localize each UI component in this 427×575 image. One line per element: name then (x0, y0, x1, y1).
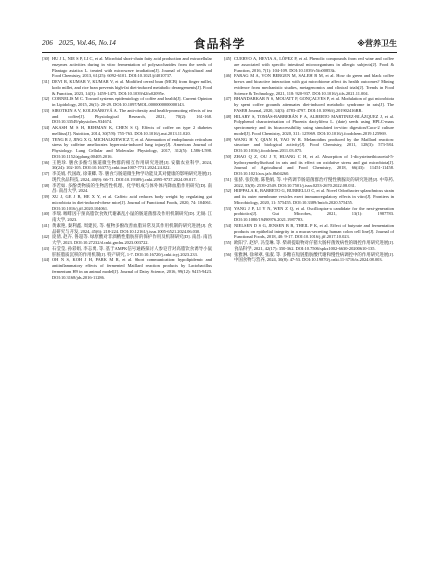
reference-text: 庞倩, 赵卉, 鲁超等. 绿原酸对非酒精性脂肪肝的保护作用及机制研究[D]. 南昌: 南昌大学, 2023. DOI:10.27232/d.cnki.gnchu.2023.003722. (52, 234, 212, 245)
reference-item (224, 137, 394, 154)
reference-number: [39] (42, 194, 50, 199)
reference-text: OH N S, KOH J H, PARK M R, et al. Short communication: hypolipidemic and antiinflammatory effects of fermented Maillard reaction products by Lactobacillus fermentum H9 in an animal model[J]. Journal of Dairy Science, 2016, 99(12): 9415-9423. DOI:10.3168/jds.2016-11286. (52, 257, 212, 280)
reference-text: 张雅淋, 徐翠翠, 张淑, 等. 多糖在短链脂肪酸代谢和慢性病调控中的作用研究进展[J]. 中国食物与营养, 2024, 30(8): 47-53. DOI:10.19870/j.cnki.11-3716/ts.2024.08.003. (234, 251, 394, 263)
page-number: 206 (42, 39, 53, 47)
reference-number: [44] (42, 257, 50, 263)
reference-number: [51] (224, 176, 232, 182)
reference-number: [56] (224, 251, 232, 257)
reference-number: [45] (224, 56, 232, 61)
references-right-column (224, 56, 394, 263)
reference-number: [50] (224, 153, 232, 159)
reference-number: [30] (42, 56, 50, 61)
reference-text: 石莹莹, 孙彩娟, 李志勇, 等. 基于AMPK信号通路探讨人参皂苷对高脂饮食诱导小鼠肝脏脂质沉积的作用机制[J]. 特产研究, 1-7. DOI:10.16720/j.cnki.tcyj.2023.233. (52, 245, 212, 257)
reference-number: [37] (42, 171, 50, 176)
reference-text: BHANDARKAR N S, MOUATT P, GONÇALVES P, et al. Modulation of gut microbiota by spent coffee grounds attenuates diet-induced metabolic syndrome in rats[J]. The FASEB Journal, 2020, 34(3): 4783-4797. DOI:10.1096/fj.201902416RR. (234, 96, 394, 113)
reference-item (42, 211, 212, 223)
reference-text: NIELSEN D S G, JENSEN B B, THEIL P K, et al. Effect of butyrate and fermentation products on epithelial integrity in a mucus-secreting human colon cell line[J]. Journal of Functional Foods, 2018, 40: 9-17. DOI:10.1016/j.jff.2017.10.023. (234, 222, 394, 240)
reference-number: [35] (42, 136, 50, 142)
reference-item (42, 183, 212, 195)
reference-text: DEVI R, KUMAR V, KUMAR V, et al. Modified cereal bran (MCB) from finger millet, kodo millet, and rice bran prevents high-fat diet-induced metabolic derangements[J]. Food & Function, 2023, 14(3): 1459-1475. DOI:10.1039/d2fo02095e. (52, 79, 212, 96)
reference-text: 李瑞. 咖啡因干预高脂饮食致代谢紊乱小鼠的肠道菌群及作用机制研究[D]. 无锡: 江南大学, 2023. (52, 211, 212, 222)
header-divider (42, 52, 397, 53)
reference-item (42, 108, 212, 125)
reference-item (42, 246, 212, 258)
reference-item (42, 223, 212, 235)
reference-item (224, 73, 394, 96)
reference-text: 王艳珍. 膳食多酚与肠道微生物群的相互作用研究进展[J]. 安徽农业科学, 2024, 30(24): 102-105. DOI:10.16377/j.cnki.issn1007-7731.2024.24.022. (52, 159, 212, 171)
header-left (42, 39, 116, 47)
reference-item (42, 160, 212, 172)
reference-item (224, 206, 394, 223)
reference-text: 张骄, 张钦俊, 陈艳娟, 等. 中药调节肠道菌群治疗慢性胰腺炎的研究进展[J]. 中草药, 2022, 53(8): 2539-2549. DOI:10.7501/j.issn.0253-2670.2022.08.031. (234, 176, 394, 188)
reference-text: 欧阳宁, 赵炉, 冯莹琳, 等. 柴胡提取物对仔猪大肠杆菌致病性的调控作用研究进展[J]. 食品科学, 2021, 42(17): 350-362. DOI:10.7506/spkx1002-6630-20200610-135. (234, 240, 394, 251)
reference-item (42, 257, 212, 280)
reference-text: HU J L, NIE S P, LI C, et al. Microbial short-chain fatty acid production and extracellular enzymes activities during in vitro fermentation of polysaccharides from the seeds of Plantago asiatica L. treated with microwave irradiation[J]. Journal of Agricultural and Food Chemistry, 2013, 61(25): 6092-6101. DOI:10.1021/jf4010737. (52, 56, 212, 79)
reference-item (224, 114, 394, 137)
reference-text: XU J, GE J B, HE X Y, et al. Caffeic acid reduces body weight by regulating gut microbiota in diet-induced-obese mice[J]. Journal of Functional Foods, 2020, 74: 104061. DOI:10.1016/j.jff.2020.104061. (52, 194, 212, 211)
reference-item (224, 188, 394, 205)
reference-text: SIROTKIN A V, KOLESÁROVÁ A. The anti-obesity and health-promoting effects of tea and coffee[J]. Physiological Research, 2021, 70(2): 161-168. DOI:10.33549/physiolres.934674. (52, 107, 212, 125)
reference-number: [47] (224, 96, 232, 102)
reference-text: 李若如. 多酚类物质的生物活性机理、化学组成与体外体内降血脂作用研究[D]. 南昌: 南昌大学, 2024. (52, 182, 212, 194)
reference-number: [42] (42, 234, 50, 240)
reference-number: [33] (42, 107, 50, 113)
reference-item (224, 96, 394, 113)
reference-text: YANG J P, LI Y N, WEN Z Q, et al. Oscillospira-a candidate for the next-generation probiotics[J]. Gut Microbes, 2021, 13(1): 1987783. DOI:10.1080/19490976.2021.1987783. (234, 205, 394, 222)
reference-text: AKASH M S H, REHMAN K, CHEN S Q. Effects of coffee on type 2 diabetes mellitus[J]. Nutrition, 2014, 30(7/8): 755-763. DOI:10.1016/j.nut.2013.11.020. (52, 125, 212, 136)
reference-item (42, 125, 212, 137)
reference-text: TENG R J, JING X G, MICHALKIEWICZ T, et al. Attenuation of endoplasmic reticulum stress by caffeine ameliorates hyperoxia-induced lung injury[J]. American Journal of Physiology. Lung Cellular and Molecular Physiology, 2017, 312(5): L586-L598. DOI:10.1152/ajplung.00405.2016. (52, 136, 212, 159)
reference-text: 李美娟, 代国政, 徐秉卿, 等. 膳食与肠道微生物学功能及其对健康的影响研究进展[J]. 现代食品科技, 2024, 40(9): 66-71. DOI:10.19389/j.cnki.2095-9737.2024.09.017. (52, 171, 212, 182)
reference-number: [32] (42, 96, 50, 102)
reference-item (42, 56, 212, 79)
reference-number: [38] (42, 182, 50, 188)
reference-item (42, 96, 212, 108)
reference-item (42, 79, 212, 96)
references-left-column (42, 56, 212, 280)
journal-logo: 食品科学 (193, 37, 246, 51)
reference-number: [41] (42, 222, 50, 228)
reference-text: HILARY S, TOMÁS-BARBERÁN F A, ALBERTO MARTINEZ-BLÁZQUEZ J, et al. Polyphenol characterisation of Phoenix dactylifera L. (date) seeds using HPLC-mass spectrometry and its bioaccessibility using simulated in-vitro digestion/Caco-2 culture model[J]. Food Chemistry, 2020, 311: 125969. DOI:10.1016/j.foodchem.2019.125969. (234, 113, 394, 136)
reference-number: [48] (224, 113, 232, 119)
running-header (42, 36, 397, 50)
reference-number: [34] (42, 125, 50, 130)
section-label: ※营养卫生 (357, 38, 397, 48)
reference-item (42, 171, 212, 183)
reference-item (42, 234, 212, 246)
reference-text: FARAG M A, VON BERGEN M, SALEH B M, et al. How do green and black coffee brews and bioactive interaction with gut microbiome affect its health outcomes? Mining evidence from mechanistic studies, metagenomics and clinical trials[J]. Trends in Food Science & Technology, 2021, 118: 920-937. DOI:10.1016/j.tifs.2021.11.004. (234, 73, 394, 96)
reference-number: [36] (42, 159, 50, 165)
reference-item (224, 56, 394, 73)
reference-number: [54] (224, 222, 232, 228)
reference-number: [43] (42, 245, 50, 251)
reference-text: CORNELIS M C. Toward systems epidemiology of coffee and health[J]. Current Opinion in Lipidology, 2015, 26(1): 20-29. DOI:10.1097/MOL.0000000000000143. (52, 96, 212, 107)
reference-item (42, 137, 212, 160)
reference-item (224, 223, 394, 240)
volume-info: 2025, Vol.46, No.14 (58, 39, 116, 47)
reference-item (42, 194, 212, 211)
reference-number: [31] (42, 79, 50, 84)
reference-item (224, 252, 394, 264)
reference-number: [49] (224, 136, 232, 142)
reference-item (224, 177, 394, 189)
reference-text: CUERVO A, HEVIA A, LÓPEZ P, et al. Phenolic compounds from red wine and coffee are associated with specific intestinal microorganisms in allergic subjects[J]. Food & Function, 2016, 7(1): 104-109. DOI:10.1039/c5fo00853k. (234, 56, 394, 73)
reference-text: HIIPPALA K, BARRETO G, BURRELLO C, et al. Novel Odoribacter splanchnicus strain and its outer membrane vesicles exert immunoregulatory effects in vitro[J]. Frontiers in Microbiology, 2020, 11: 575455. DOI:10.3389/fmicb.2020.575455. (234, 188, 394, 205)
reference-number: [53] (224, 205, 232, 211)
reference-text: ZHAO Q Z, OU J Y, HUANG C H, et al. Absorption of 1-dicysteinethioacetal-5-hydroxymethylfurfural in rats and its effect on oxidative stress and gut microbiota[J]. Journal of Agricultural and Food Chemistry, 2018, 66(43): 11451-11458. DOI:10.1021/acs.jafc.8b04260. (234, 153, 394, 176)
reference-number: [52] (224, 188, 232, 194)
reference-text: 黄素艳, 秦利鑫, 周建民, 等. 植物多酚改善血脂异常及其作用机制的研究进展[J]. 食品研究与开发, 2024, 45(6): 218-224. DOI:10.12161/j.issn.1005-6521.2024.06.030. (52, 222, 212, 234)
reference-text: WANG H Y, QIAN H, YAO W R. Melanoidins produced by the Maillard reaction: structure and biological activity[J]. Food Chemistry, 2011, 128(3): 573-584. DOI:10.1016/j.foodchem.2011.03.075. (234, 136, 394, 153)
reference-item (224, 154, 394, 177)
reference-item (224, 240, 394, 252)
reference-number: [55] (224, 240, 232, 245)
reference-number: [46] (224, 73, 232, 79)
reference-number: [40] (42, 211, 50, 217)
